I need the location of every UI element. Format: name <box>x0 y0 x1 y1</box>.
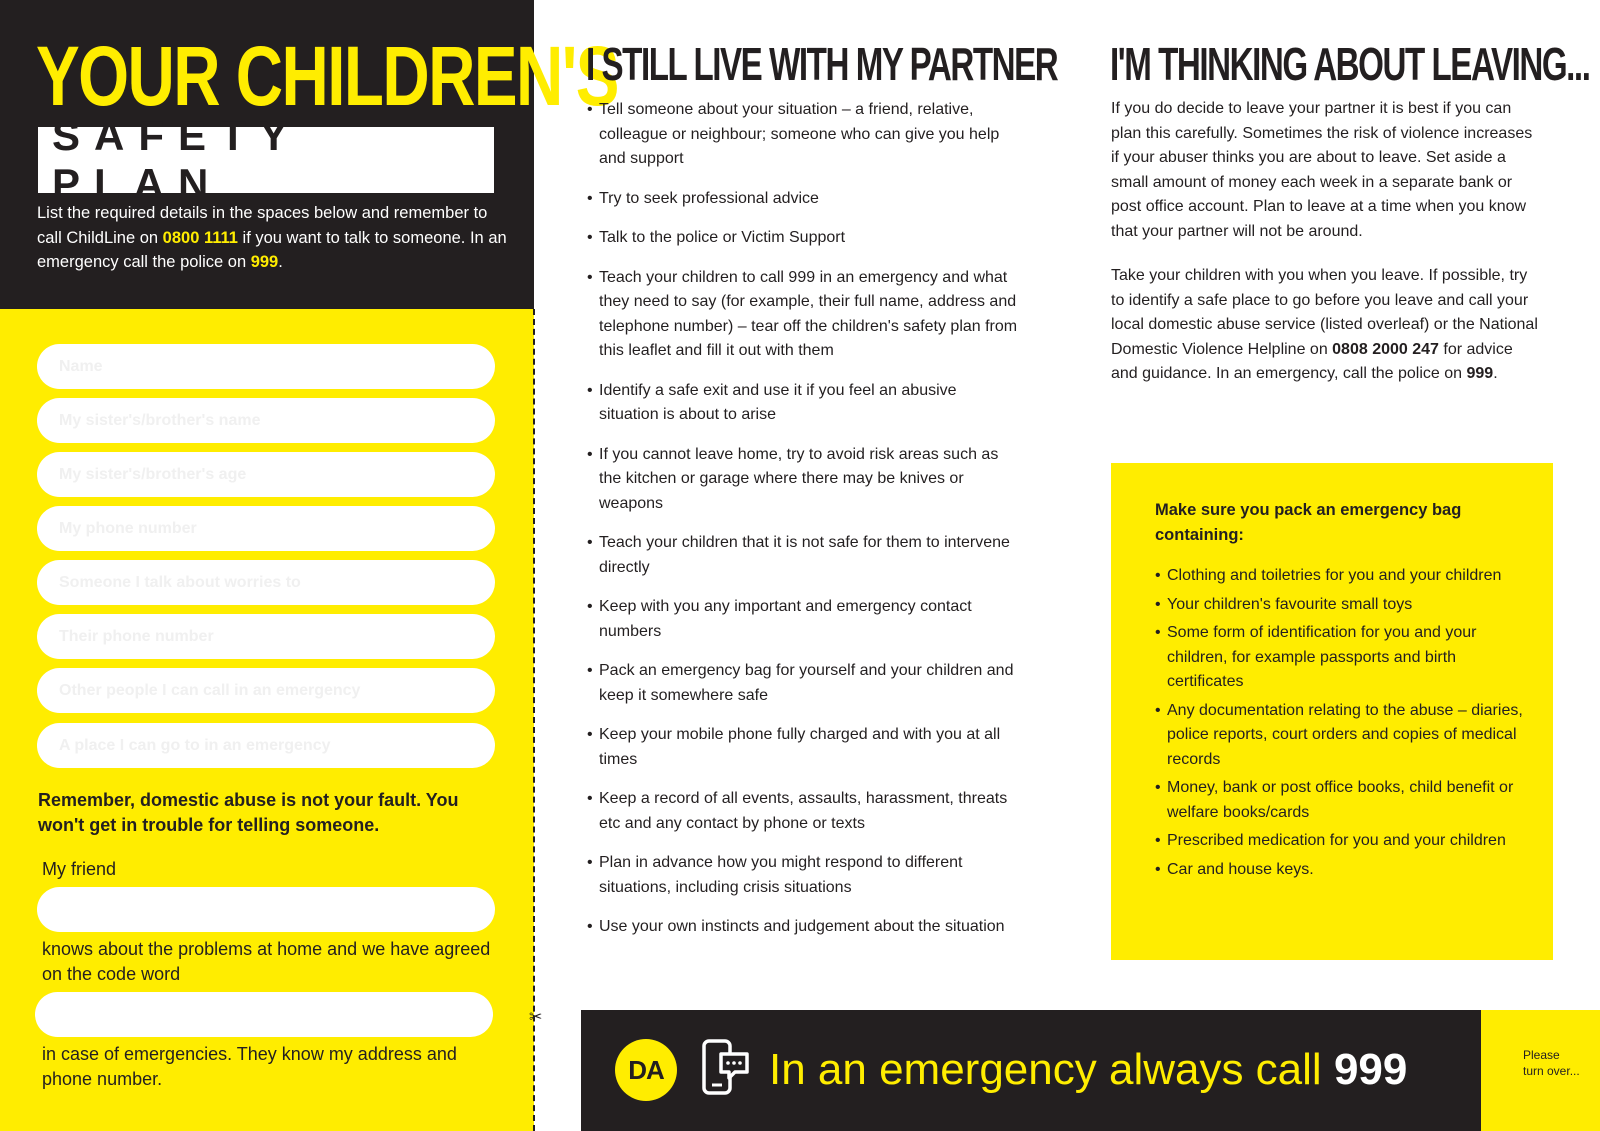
page-subtitle: SAFETY PLAN <box>52 112 301 207</box>
middle-heading: I STILL LIVE WITH MY PARTNER <box>586 38 1058 90</box>
contact-phone-field[interactable]: Their phone number <box>37 614 495 659</box>
list-item: • Clothing and toiletries for you and your children <box>1155 564 1535 589</box>
list-item: • Keep a record of all events, assaults, harassment, threats etc and any contact by phone or texts <box>587 787 1019 836</box>
list-item: • Try to seek professional advice <box>587 187 1019 212</box>
list-item: • Money, bank or post office books, child benefit or welfare books/cards <box>1155 776 1535 825</box>
list-item: • Any documentation relating to the abuse – diaries, police reports, court orders and copies of medical records <box>1155 699 1535 773</box>
emergency-number: 999 <box>250 253 279 271</box>
phone-message-icon <box>701 1038 751 1098</box>
turn-over-text: Please turn over... <box>1523 1048 1580 1078</box>
scissors-icon: ✂ <box>529 1009 543 1026</box>
in-case-text: in case of emergencies. They know my address and phone number. <box>42 1044 457 1089</box>
list-item: • Your children's favourite small toys <box>1155 593 1535 618</box>
list-item: • Some form of identification for you and your children, for example passports and birth certificates <box>1155 621 1535 695</box>
list-item: • Keep with you any important and emergency contact numbers <box>587 595 1019 644</box>
emergency-banner <box>581 1010 1481 1131</box>
subtitle-box <box>38 112 494 207</box>
list-item: • Identify a safe exit and use it if you feel an abusive situation is about to arise <box>587 379 1019 428</box>
page-title: YOUR CHILDREN'S <box>36 29 618 123</box>
childline-number: 0800 1111 <box>162 228 238 247</box>
emergency-contacts-field[interactable]: Other people I can call in an emergency <box>37 668 495 713</box>
knows-about-text: knows about the problems at home and we have agreed on the code word <box>42 939 491 984</box>
list-item: • Teach your children to call 999 in an emergency and what they need to say (for example, their full name, address and telephone number) – tear off the children's safety plan from this leaflet and fill it out with them <box>587 266 1019 364</box>
list-item: • Plan in advance how you might respond to different situations, including crisis situations <box>587 851 1019 900</box>
safe-place-field[interactable]: A place I can go to in an emergency <box>37 723 495 768</box>
code-word-field[interactable] <box>35 992 493 1037</box>
list-item: • Tell someone about your situation – a friend, relative, colleague or neighbour; someone who can give you help and support <box>587 98 1019 172</box>
emergency-bag-title: Make sure you pack an emergency bag containing: <box>1155 501 1462 544</box>
my-phone-field[interactable]: My phone number <box>37 506 495 551</box>
worries-contact-field[interactable]: Someone I talk about worries to <box>37 560 495 605</box>
intro-text: List the required details in the spaces below and remember to call ChildLine on 0800 1111 if you want to talk to someone. In an emergency call the police on 999. <box>37 204 507 271</box>
middle-bullet-list <box>587 98 1019 955</box>
da-logo: DA <box>615 1039 677 1101</box>
emergency-call-text: In an emergency always call 999 <box>769 1045 1408 1094</box>
remember-message: Remember, domestic abuse is not your fault. You won't get in trouble for telling someone. <box>38 790 459 835</box>
name-field[interactable]: Name <box>37 344 495 389</box>
friend-field[interactable] <box>37 887 495 932</box>
sibling-name-field[interactable]: My sister's/brother's name <box>37 398 495 443</box>
list-item: • Talk to the police or Victim Support <box>587 226 1019 251</box>
turn-over-box <box>1481 1010 1600 1131</box>
list-item: • If you cannot leave home, try to avoid risk areas such as the kitchen or garage where there may be knives or weapons <box>587 443 1019 517</box>
right-heading: I'M THINKING ABOUT LEAVING... <box>1110 38 1590 90</box>
emergency-bag-box <box>1111 463 1553 960</box>
list-item: • Prescribed medication for you and your children <box>1155 829 1535 854</box>
helpline-number: 0808 2000 247 <box>1332 340 1439 358</box>
leaving-paragraph-2: Take your children with you when you leave. If possible, try to identify a safe place to go before you leave and call your local domestic abuse service (listed overleaf) or the National Domestic Violence Helpline on 0808 2000 247 for advice and guidance. In an emergency, call the police on 999. <box>1111 267 1538 382</box>
list-item: • Keep your mobile phone fully charged and with you at all times <box>587 723 1019 772</box>
emergency-bag-list <box>1155 564 1535 886</box>
list-item: • Use your own instincts and judgement about the situation <box>587 915 1019 940</box>
sibling-age-field[interactable]: My sister's/brother's age <box>37 452 495 497</box>
my-friend-label: My friend <box>42 859 117 879</box>
list-item: • Teach your children that it is not safe for them to intervene directly <box>587 531 1019 580</box>
leaving-paragraph-1: If you do decide to leave your partner it is best if you can plan this carefully. Sometimes the risk of violence increases if your abuser thinks you are about to leave. Set aside a small amount of money each week in a separate bank or post office account. Plan to leave at a time when you know that your partner will not be around. <box>1111 100 1533 240</box>
police-number: 999 <box>1466 365 1494 382</box>
list-item: • Car and house keys. <box>1155 858 1535 883</box>
banner-999: 999 <box>1333 1045 1408 1094</box>
cut-line <box>533 309 535 1131</box>
list-item: • Pack an emergency bag for yourself and your children and keep it somewhere safe <box>587 659 1019 708</box>
